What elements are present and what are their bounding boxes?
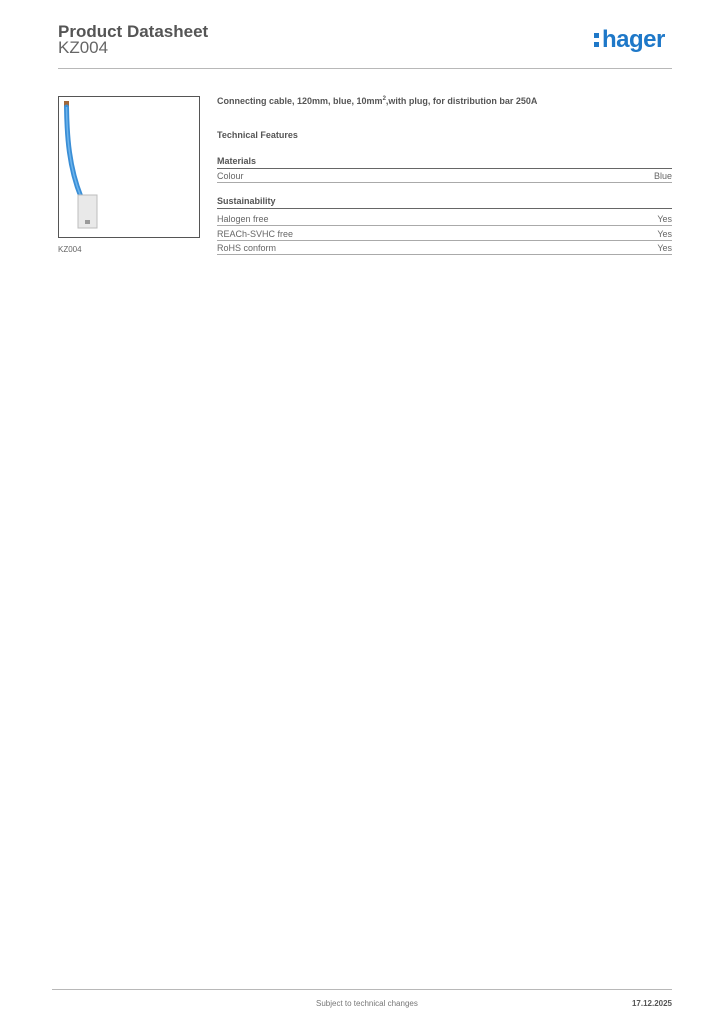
- header-divider: [58, 68, 672, 69]
- section-heading-materials: Materials: [217, 156, 672, 169]
- spec-value: Yes: [657, 243, 672, 253]
- spec-value: Blue: [653, 171, 672, 181]
- footer-note: Subject to technical changes: [316, 999, 418, 1008]
- page-title: Product Datasheet: [58, 22, 209, 41]
- brand-logo: [594, 28, 665, 52]
- footer-date: 17.12.2025: [631, 999, 672, 1008]
- cable-icon: [59, 97, 199, 237]
- description-superscript: 2: [382, 96, 386, 102]
- logo-dots-icon: [594, 33, 599, 47]
- spec-label: RoHS conform: [217, 243, 277, 253]
- spec-value: Yes: [657, 214, 672, 224]
- spec-value: Yes: [657, 229, 672, 239]
- description-main: Connecting cable, 120mm, blue, 10mm: [217, 96, 383, 106]
- spec-row: [217, 169, 672, 183]
- technical-features-heading: Technical Features: [217, 130, 298, 140]
- spec-row: [217, 227, 672, 241]
- product-image-frame: [58, 96, 200, 238]
- product-code: KZ004: [58, 38, 109, 57]
- section-heading-sustainability: Sustainability: [217, 196, 672, 209]
- product-description: [217, 96, 537, 106]
- description-tail: ,with plug, for distribution bar 250A: [385, 96, 538, 106]
- spec-label: REACh-SVHC free: [217, 229, 294, 239]
- footer-divider: [52, 989, 672, 990]
- spec-label: Halogen free: [217, 214, 269, 224]
- logo-wordmark: hager: [602, 26, 665, 53]
- spec-row: [217, 241, 672, 255]
- spec-label: Colour: [217, 171, 244, 181]
- spec-row: [217, 212, 672, 226]
- image-caption: KZ004: [58, 245, 82, 254]
